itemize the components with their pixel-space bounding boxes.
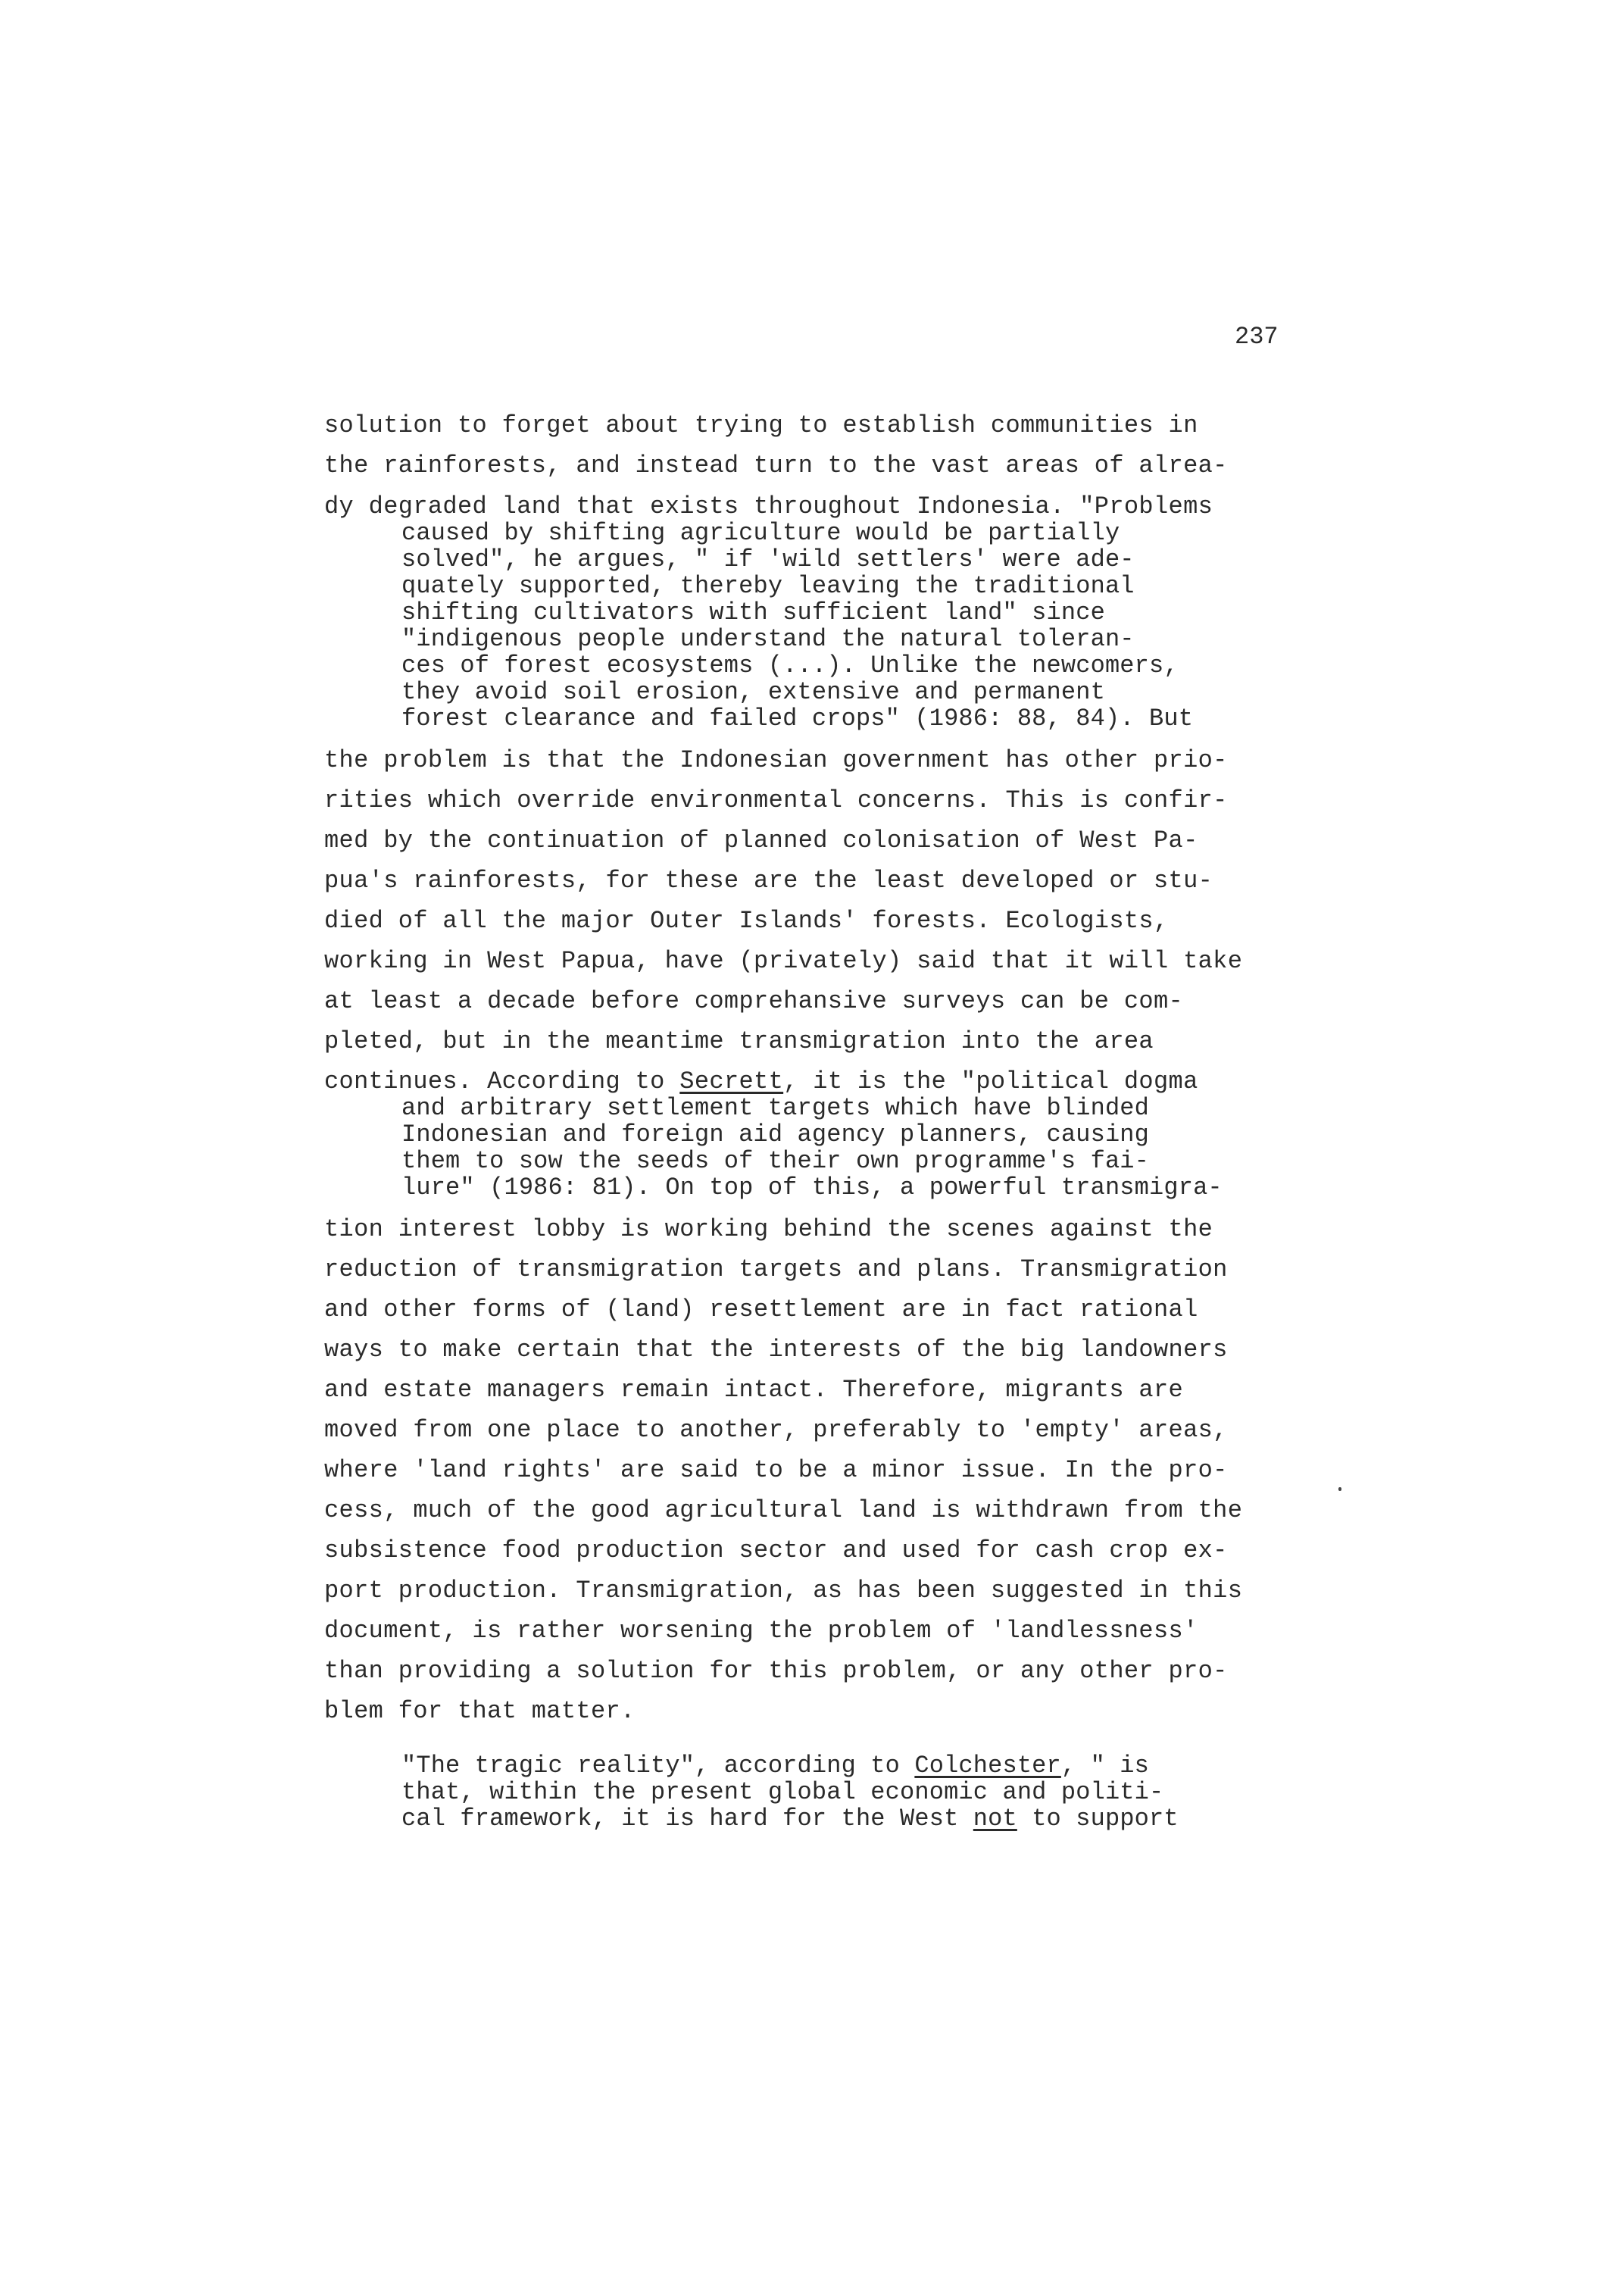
quote-line: ces of forest ecosystems (...). Unlike the newcomers, xyxy=(401,652,1179,680)
quote-line: them to sow the seeds of their own programme's fai- xyxy=(401,1147,1150,1175)
text-line: pleted, but in the meantime transmigration into the area xyxy=(324,1027,1154,1055)
quote-line: "The tragic reality", according to Colchester, " is xyxy=(401,1752,1150,1780)
stray-ink-mark xyxy=(1338,1487,1341,1491)
text-line: and other forms of (land) resettlement are in fact rational xyxy=(324,1296,1198,1324)
quote-line: and arbitrary settlement targets which have blinded xyxy=(401,1094,1150,1122)
quote-line: Indonesian and foreign aid agency planners, causing xyxy=(401,1120,1150,1149)
text-line: dy degraded land that exists throughout Indonesia. "Problems xyxy=(324,492,1213,520)
underlined-word: not xyxy=(973,1805,1017,1833)
text-line: moved from one place to another, preferably to 'empty' areas, xyxy=(324,1416,1228,1444)
quote-line: caused by shifting agriculture would be partially xyxy=(401,519,1120,547)
text-line: where 'land rights' are said to be a minor issue. In the pro- xyxy=(324,1456,1228,1484)
quote-line: "indigenous people understand the natural toleran- xyxy=(401,625,1135,653)
text-line: blem for that matter. xyxy=(324,1697,636,1725)
quote-line: forest clearance and failed crops" (1986: 88, 84). But xyxy=(401,705,1194,733)
quote-line: cal framework, it is hard for the West not to support xyxy=(401,1805,1179,1833)
quote-line: solved", he argues, " if 'wild settlers' were ade- xyxy=(401,545,1135,574)
text-line: subsistence food production sector and used for cash crop ex- xyxy=(324,1536,1228,1564)
text-line: document, is rather worsening the problem of 'landlessness' xyxy=(324,1617,1198,1645)
text-line: tion interest lobby is working behind the scenes against the xyxy=(324,1215,1213,1243)
text-line: continues. According to Secrett, it is the "political dogma xyxy=(324,1067,1198,1095)
text-line: rities which override environmental concerns. This is confir- xyxy=(324,786,1228,814)
text-line: med by the continuation of planned colonisation of West Pa- xyxy=(324,827,1198,855)
text-line: the rainforests, and instead turn to the vast areas of alrea- xyxy=(324,452,1228,480)
text-line: the problem is that the Indonesian government has other prio- xyxy=(324,746,1228,774)
quote-line: shifting cultivators with sufficient land" since xyxy=(401,599,1105,627)
underlined-word: Secrett xyxy=(679,1067,784,1095)
text-line: reduction of transmigration targets and plans. Transmigration xyxy=(324,1255,1228,1283)
text-line: cess, much of the good agricultural land is withdrawn from the xyxy=(324,1496,1243,1524)
quote-line: quately supported, thereby leaving the traditional xyxy=(401,572,1135,600)
quote-line: that, within the present global economic and politi- xyxy=(401,1778,1164,1806)
quote-line: lure" (1986: 81). On top of this, a powerful transmigra- xyxy=(401,1174,1223,1202)
text-line: than providing a solution for this problem, or any other pro- xyxy=(324,1657,1228,1685)
page-number: 237 xyxy=(1235,323,1279,351)
text-line: at least a decade before comprehansive surveys can be com- xyxy=(324,987,1184,1015)
text-line: died of all the major Outer Islands' forests. Ecologists, xyxy=(324,907,1169,935)
text-line: and estate managers remain intact. Therefore, migrants are xyxy=(324,1376,1184,1404)
text-line: ways to make certain that the interests of the big landowners xyxy=(324,1336,1228,1364)
underlined-word: Colchester xyxy=(914,1752,1061,1780)
text-line: port production. Transmigration, as has been suggested in this xyxy=(324,1577,1243,1605)
text-line: solution to forget about trying to establish communities in xyxy=(324,411,1198,439)
text-line: working in West Papua, have (privately) said that it will take xyxy=(324,947,1243,975)
text-line: pua's rainforests, for these are the least developed or stu- xyxy=(324,867,1213,895)
quote-line: they avoid soil erosion, extensive and permanent xyxy=(401,678,1105,706)
